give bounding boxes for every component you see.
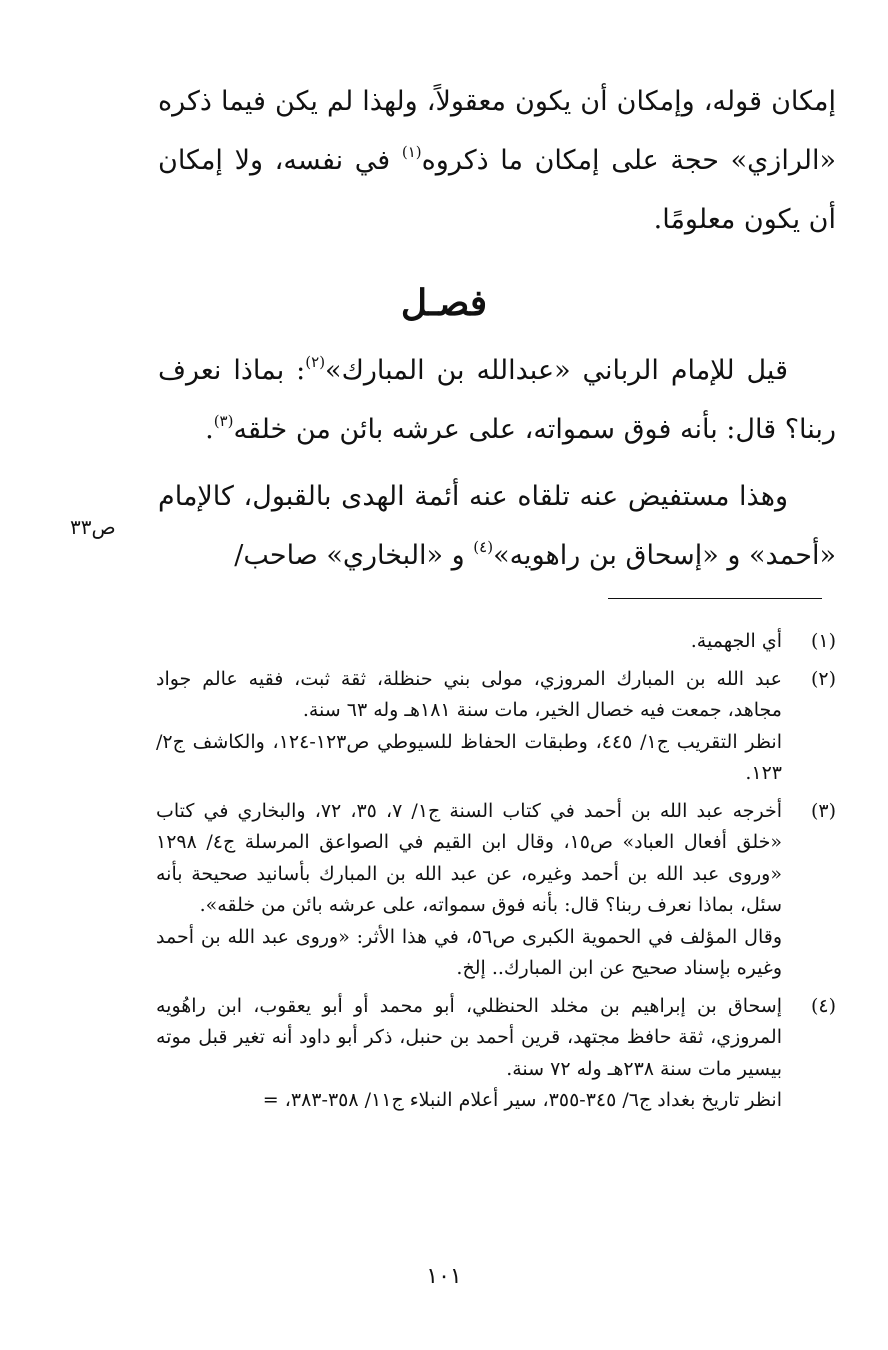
intro-paragraph-block [158,72,836,249]
section-heading: فصـل [400,282,488,324]
footnote-number: (١) [810,630,836,652]
footnote-separator [608,598,822,599]
page-number: ١٠١ [426,1264,462,1289]
paragraph-1-text: قيل للإمام الرباني «عبدالله بن المبارك» [325,355,788,386]
paragraph-2-text: وهذا مستفيض عنه تلقاه عنه أئمة الهدى بالقبول، كالإمام «أحمد» و «إسحاق بن راهويه» [158,481,836,571]
footnote-ref-2: (٢) [305,353,326,371]
footnote-4 [156,991,836,1117]
section-body [158,341,836,585]
section-paragraph-2 [158,467,836,585]
footnote-3 [156,796,836,985]
footnotes [156,626,836,1117]
footnote-ref-3: (٣) [213,412,234,430]
margin-page-reference: ص٣٣ [70,515,116,539]
footnote-ref-1: (١) [401,143,422,161]
paragraph-1-text-continued: : بماذا نعرف ربنا؟ قال: بأنه فوق سمواته، على عرشه بائن من خلقه [158,355,836,445]
intro-paragraph [158,72,836,249]
footnote-text: أخرجه عبد الله بن أحمد في كتاب السنة ج١/ ٧، ٣٥، ٧٢، والبخاري في كتاب «خلق أفعال العباد» ص١٥، وقال ابن القيم في الصواعق المرسلة ج٤/ ١٢٩٨ «وروى عبد الله بن أحمد وغيره، عن عبد الله بن المبارك بأسانيد صحيحة بأنه سئل، بماذا نعرف ربنا؟ قال: بأنه فوق سمواته، على عرشه بائن من خلقه». [156,799,783,916]
footnote-ref-4: (٤) [473,538,494,556]
footnote-reference-text: انظر التقريب ج١/ ٤٤٥، وطبقات الحفاظ للسيوطي ص١٢٣-١٢٤، والكاشف ج٢/ ١٢٣. [156,730,782,784]
footnote-number: (٢) [810,667,836,690]
footnote-text: عبد الله بن المبارك المروزي، مولى بني حنظلة، ثقة ثبت، فقيه عالم جواد مجاهد، جمعت فيه خصال الخير، مات سنة ١٨١هـ وله ٦٣ سنة. [156,667,782,721]
intro-text-continued: في نفسه، ولا إمكان أن يكون معلومًا. [158,145,836,235]
footnote-reference-text: وقال المؤلف في الحموية الكبرى ص٥٦، في هذا الأثر: «وروى عبد الله بن أحمد وغيره بإسناد صحيح عن ابن المبارك.. إلخ. [156,925,782,979]
footnote-text: إسحاق بن إبراهيم بن مخلد الحنظلي، أبو محمد أو أبو يعقوب، ابن راهُويه المروزي، ثقة حافظ مجتهد، قرين أحمد بن حنبل، ذكر أبو داود أنه تغير قبل موته بيسير مات سنة ٢٣٨هـ وله ٧٢ سنة. [156,994,782,1080]
footnote-number: (٣) [810,799,836,822]
footnote-text: أي الجهمية. [690,630,782,652]
footnote-number: (٤) [810,994,836,1017]
paragraph-1-end: . [205,414,214,445]
footnote-reference-text: انظر تاريخ بغداد ج٦/ ٣٤٥-٣٥٥، سير أعلام النبلاء ج١١/ ٣٥٨-٣٨٣، = [262,1089,782,1111]
footnote-2 [156,664,836,790]
section-paragraph-1 [158,341,836,459]
footnote-1 [156,626,836,658]
intro-text: إمكان قوله، وإمكان أن يكون معقولاً، ولهذا لم يكن فيما ذكره «الرازي» حجة على إمكان ما ذكروه [158,86,836,176]
paragraph-2-text-continued: و «البخاري» صاحب/ [234,540,474,571]
